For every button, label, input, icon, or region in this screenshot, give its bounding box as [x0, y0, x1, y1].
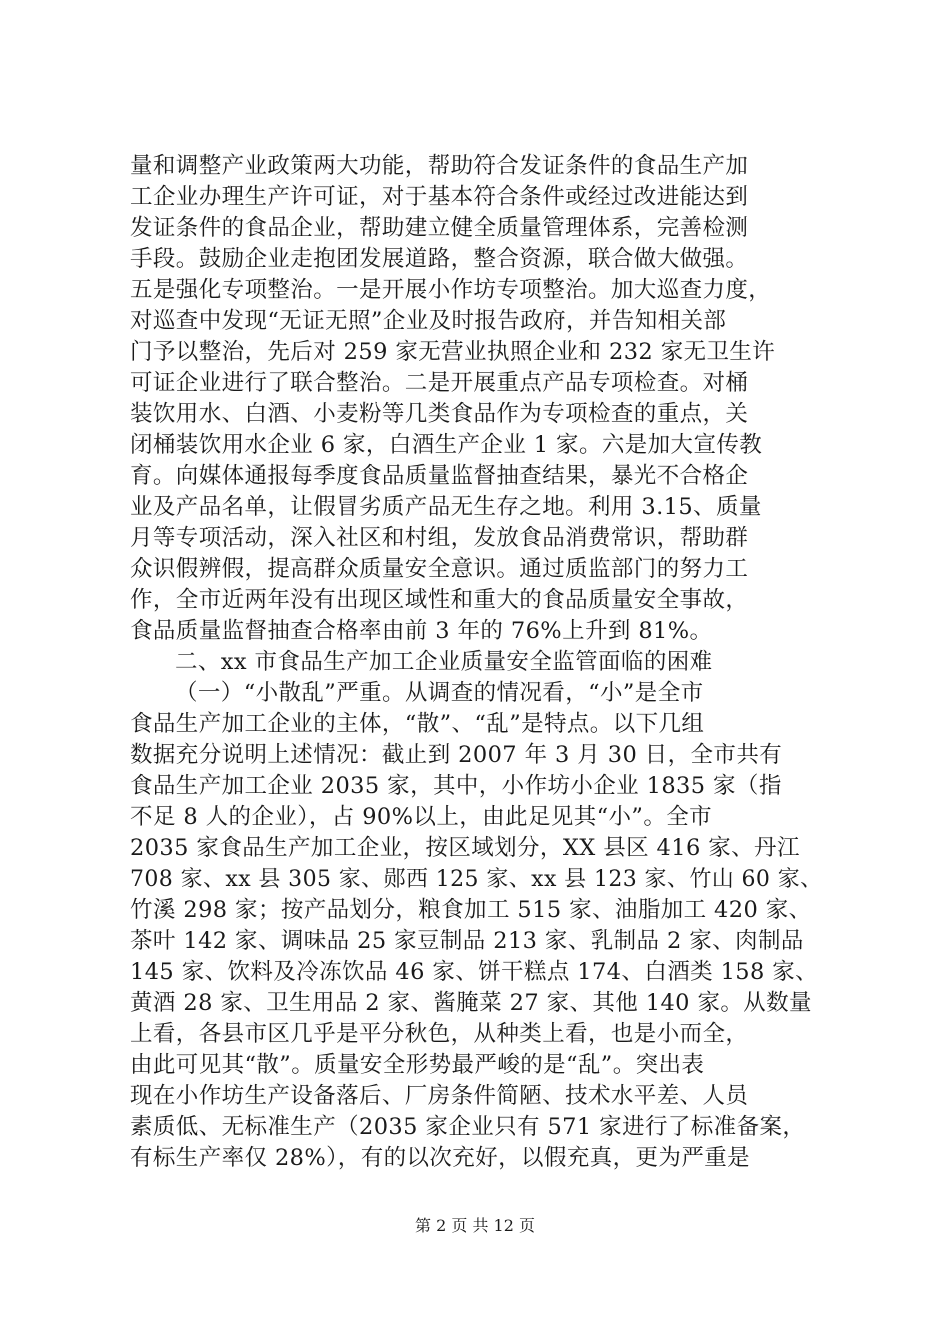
text-line: 上看，各县市区几乎是平分秋色，从种类上看，也是小而全，	[130, 1021, 749, 1047]
text-line: 闭桶装饮用水企业 6 家，白酒生产企业 1 家。六是加大宣传教	[130, 432, 763, 458]
text-line: 装饮用水、白酒、小麦粉等几类食品作为专项检查的重点，关	[130, 401, 749, 427]
document-body	[130, 151, 830, 1174]
text-line: 可证企业进行了联合整治。二是开展重点产品专项检查。对桶	[130, 370, 749, 396]
text-line: 不足 8 人的企业），占 90%以上，由此足见其“小”。全市	[130, 804, 713, 830]
text-line: 育。向媒体通报每季度食品质量监督抽查结果，暴光不合格企	[130, 463, 749, 489]
text-line: 作，全市近两年没有出现区域性和重大的食品质量安全事故，	[130, 587, 749, 613]
text-line: 2035 家食品生产加工企业，按区域划分，XX 县区 416 家、丹江	[130, 835, 800, 861]
text-line: 茶叶 142 家、调味品 25 家豆制品 213 家、乳制品 2 家、肉制品	[130, 928, 804, 954]
text-line: 竹溪 298 家；按产品划分，粮食加工 515 家、油脂加工 420 家、	[130, 897, 812, 923]
text-line: 食品生产加工企业 2035 家，其中，小作坊小企业 1835 家（指	[130, 773, 782, 799]
text-line: 量和调整产业政策两大功能，帮助符合发证条件的食品生产加	[130, 153, 749, 179]
text-line: 有标生产率仅 28%），有的以次充好，以假充真，更为严重是	[130, 1145, 751, 1171]
text-line: 食品生产加工企业的主体，“散”、“乱”是特点。以下几组	[130, 711, 705, 737]
text-line: 五是强化专项整治。一是开展小作坊专项整治。加大巡查力度，	[130, 277, 772, 303]
text-line: 数据充分说明上述情况：截止到 2007 年 3 月 30 日，全市共有	[130, 742, 783, 768]
text-line: 素质低、无标准生产（2035 家企业只有 571 家进行了标准备案，	[130, 1114, 806, 1140]
text-line: 手段。鼓励企业走抱团发展道路，整合资源，联合做大做强。	[130, 246, 749, 272]
page-number-footer: 第 2 页 共 12 页	[415, 1216, 535, 1235]
text-line: 现在小作坊生产设备落后、厂房条件简陋、技术水平差、人员	[130, 1083, 749, 1109]
text-line: 145 家、饮料及冷冻饮品 46 家、饼干糕点 174、白酒类 158 家、	[130, 959, 819, 985]
text-line: 对巡查中发现“无证无照”企业及时报告政府，并告知相关部	[130, 308, 727, 334]
text-line: 业及产品名单，让假冒劣质产品无生存之地。利用 3.15、质量	[130, 494, 762, 520]
text-line: 发证条件的食品企业，帮助建立健全质量管理体系，完善检测	[130, 215, 749, 241]
text-line: 月等专项活动，深入社区和村组，发放食品消费常识，帮助群	[130, 525, 749, 551]
text-line: 工企业办理生产许可证，对于基本符合条件或经过改进能达到	[130, 184, 749, 210]
paragraph-start: （一）“小散乱”严重。从调查的情况看，“小”是全市	[175, 680, 704, 706]
text-line: 门予以整治，先后对 259 家无营业执照企业和 232 家无卫生许	[130, 339, 776, 365]
text-line: 黄酒 28 家、卫生用品 2 家、酱腌菜 27 家、其他 140 家。从数量	[130, 990, 812, 1016]
text-line: 食品质量监督抽查合格率由前 3 年的 76%上升到 81%。	[130, 618, 713, 644]
text-line: 由此可见其“散”。质量安全形势最严峻的是“乱”。突出表	[130, 1052, 705, 1078]
text-line: 众识假辨假，提高群众质量安全意识。通过质监部门的努力工	[130, 556, 749, 582]
text-line: 708 家、xx 县 305 家、郧西 125 家、xx 县 123 家、竹山 60 家、	[130, 867, 823, 892]
section-heading: 二、xx 市食品生产加工企业质量安全监管面临的困难	[175, 649, 713, 675]
